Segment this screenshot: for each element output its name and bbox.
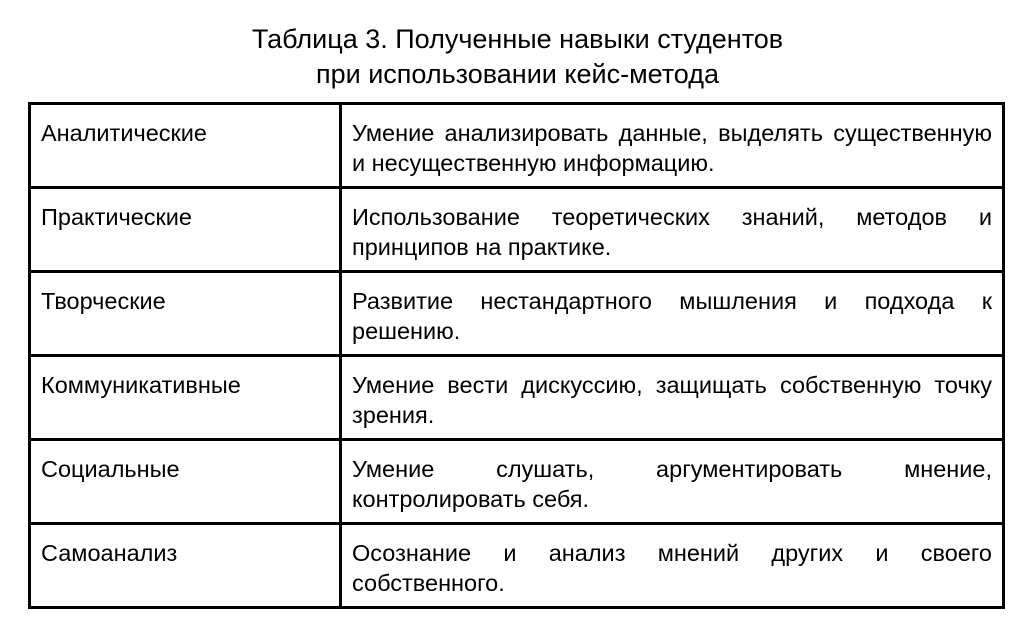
skill-name-cell: Самоанализ [30, 524, 341, 608]
table-row [30, 440, 1004, 524]
skill-description-cell: Умение анализировать данные, выделять существенную и несущественную информацию. [341, 104, 1004, 188]
skill-name-cell: Аналитические [30, 104, 341, 188]
skill-description-cell: Умение вести дискуссию, защищать собственную точку зрения. [341, 356, 1004, 440]
skill-name-cell: Практические [30, 188, 341, 272]
table-row [30, 356, 1004, 440]
table-caption [0, 22, 1035, 92]
table-row [30, 104, 1004, 188]
table-row [30, 524, 1004, 608]
skill-name-cell: Творческие [30, 272, 341, 356]
table-caption-line-1: Таблица 3. Полученные навыки студентов [251, 24, 784, 54]
skill-description-cell: Осознание и анализ мнений других и своего собственного. [341, 524, 1004, 608]
skills-table [28, 102, 1005, 609]
skill-description-cell: Использование теоретических знаний, методов и принципов на практике. [341, 188, 1004, 272]
skill-name-cell: Коммуникативные [30, 356, 341, 440]
skill-description-cell: Умение слушать, аргументировать мнение, контролировать себя. [341, 440, 1004, 524]
skill-name-cell: Социальные [30, 440, 341, 524]
table-row [30, 272, 1004, 356]
skill-description-cell: Развитие нестандартного мышления и подхода к решению. [341, 272, 1004, 356]
table-row [30, 188, 1004, 272]
table-caption-line-2: при использовании кейс-метода [315, 59, 720, 89]
